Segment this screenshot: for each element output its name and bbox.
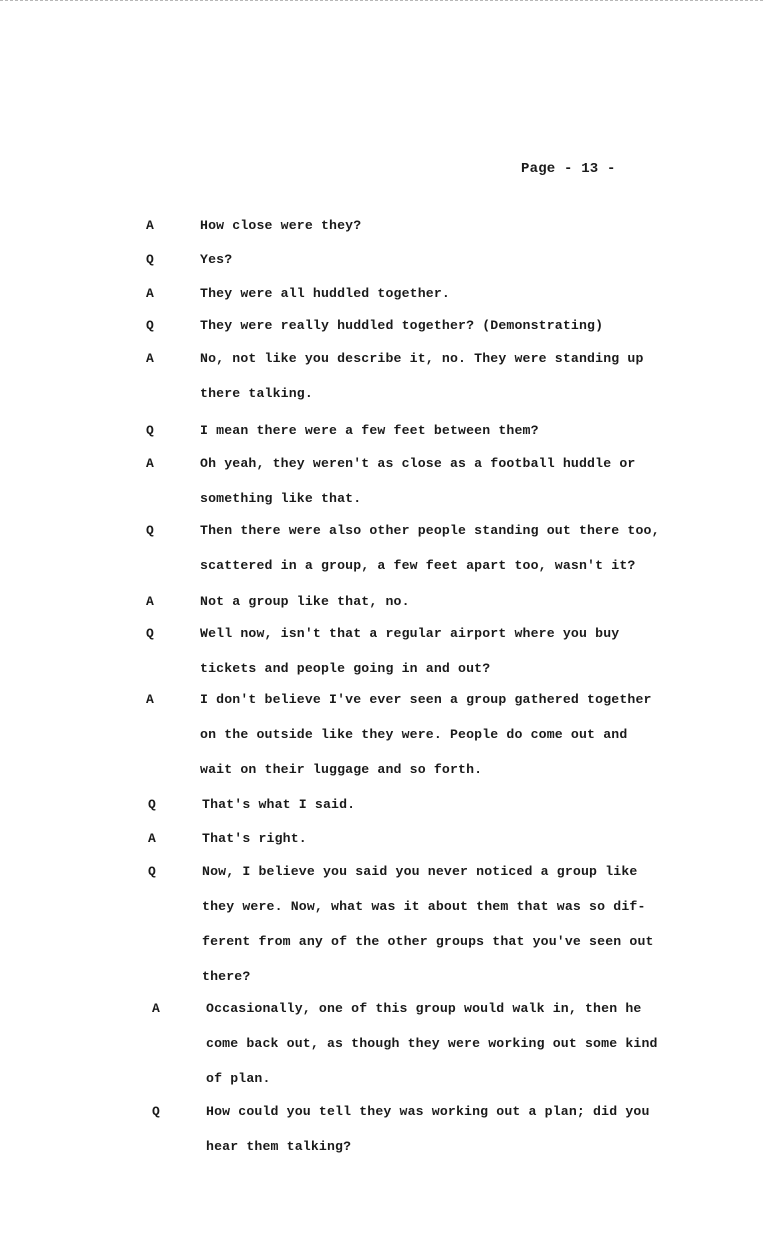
speaker-label: A bbox=[146, 286, 154, 301]
testimony-line: That's right. bbox=[202, 831, 307, 846]
speaker-label: A bbox=[148, 831, 156, 846]
page-number: Page - 13 - bbox=[521, 161, 616, 177]
testimony-line: Occasionally, one of this group would walk in, then he bbox=[206, 1001, 642, 1016]
speaker-label: A bbox=[146, 594, 154, 609]
testimony-line: Then there were also other people standing out there too, bbox=[200, 523, 660, 538]
speaker-label: Q bbox=[146, 626, 154, 641]
testimony-line: ferent from any of the other groups that you've seen out bbox=[202, 934, 654, 949]
testimony-line: hear them talking? bbox=[206, 1139, 352, 1154]
speaker-label: Q bbox=[146, 423, 154, 438]
testimony-line: of plan. bbox=[206, 1071, 271, 1086]
testimony-line: tickets and people going in and out? bbox=[200, 661, 491, 676]
testimony-line: They were really huddled together? (Demonstrating) bbox=[200, 318, 604, 333]
testimony-line: come back out, as though they were working out some kind bbox=[206, 1036, 658, 1051]
speaker-label: A bbox=[152, 1001, 160, 1016]
speaker-label: Q bbox=[152, 1104, 160, 1119]
testimony-line: No, not like you describe it, no. They were standing up bbox=[200, 351, 644, 366]
testimony-line: something like that. bbox=[200, 491, 362, 506]
speaker-label: A bbox=[146, 692, 154, 707]
testimony-line: they were. Now, what was it about them that was so dif- bbox=[202, 899, 646, 914]
speaker-label: A bbox=[146, 456, 154, 471]
testimony-line: I mean there were a few feet between them? bbox=[200, 423, 539, 438]
testimony-line: there talking. bbox=[200, 386, 313, 401]
speaker-label: A bbox=[146, 218, 154, 233]
speaker-label: A bbox=[146, 351, 154, 366]
testimony-line: wait on their luggage and so forth. bbox=[200, 762, 483, 777]
speaker-label: Q bbox=[146, 318, 154, 333]
testimony-line: I don't believe I've ever seen a group gathered together bbox=[200, 692, 652, 707]
testimony-line: How could you tell they was working out a plan; did you bbox=[206, 1104, 650, 1119]
testimony-line: there? bbox=[202, 969, 251, 984]
testimony-line: Well now, isn't that a regular airport where you buy bbox=[200, 626, 620, 641]
testimony-line: They were all huddled together. bbox=[200, 286, 450, 301]
testimony-line: Now, I believe you said you never noticed a group like bbox=[202, 864, 638, 879]
speaker-label: Q bbox=[146, 523, 154, 538]
testimony-line: scattered in a group, a few feet apart too, wasn't it? bbox=[200, 558, 636, 573]
testimony-line: How close were they? bbox=[200, 218, 362, 233]
testimony-line: Yes? bbox=[200, 252, 233, 267]
speaker-label: Q bbox=[146, 252, 154, 267]
testimony-line: Not a group like that, no. bbox=[200, 594, 410, 609]
speaker-label: Q bbox=[148, 864, 156, 879]
speaker-label: Q bbox=[148, 797, 156, 812]
testimony-line: on the outside like they were. People do come out and bbox=[200, 727, 628, 742]
testimony-line: Oh yeah, they weren't as close as a football huddle or bbox=[200, 456, 636, 471]
testimony-line: That's what I said. bbox=[202, 797, 356, 812]
